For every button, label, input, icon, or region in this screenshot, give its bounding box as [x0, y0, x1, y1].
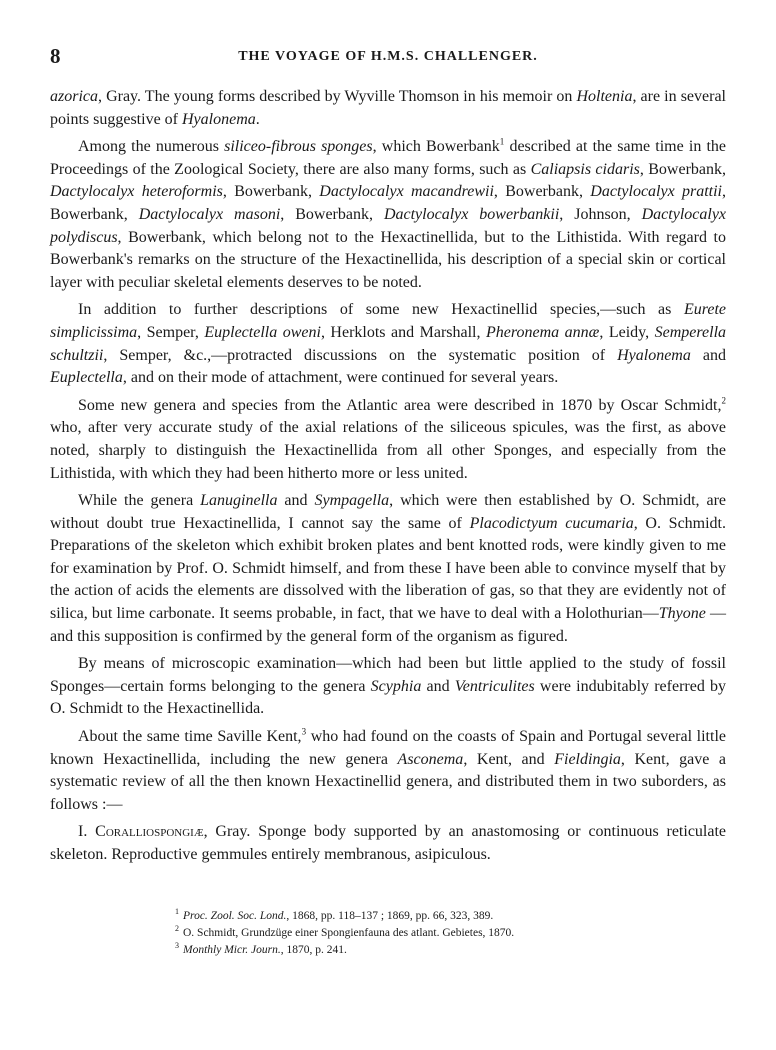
- text-run: described at the same time in the Proceedings of the Zoological Society, there are also many forms, such as: [50, 138, 727, 178]
- text-run: , Bowerbank,: [222, 183, 320, 201]
- taxon-name: Euplectella oweni: [204, 323, 321, 341]
- body-text: [50, 86, 726, 872]
- page-number: 8: [50, 44, 61, 68]
- text-run: , Bowerbank, which belong not to the Hexactinellida, but to the Lithistida. With regard to Bowerbank's remarks on the structure of the Hexactinellida, his description of a special skin or cortical layer with peculiar skeletal elements deserves to be noted.: [50, 228, 726, 291]
- footnote-ref-1: 1: [499, 136, 505, 147]
- text-run: , Bowerbank,: [280, 205, 384, 223]
- paragraph-8: [50, 821, 726, 866]
- text-run: and: [421, 677, 455, 695]
- footnote-mark: 2: [175, 924, 179, 934]
- paragraph-4: [50, 395, 726, 485]
- taxon-name: Dactylocalyx prattii: [590, 183, 723, 201]
- taxon-name: Dactylocalyx heteroformis: [50, 183, 223, 201]
- text-run: In addition to further descriptions of some new Hexactinellid species,—such as: [78, 301, 684, 319]
- text-run: , Johnson,: [559, 205, 642, 223]
- taxon-name: Lanuginella: [200, 492, 278, 510]
- paragraph-7: [50, 726, 726, 816]
- running-title: THE VOYAGE OF H.M.S. CHALLENGER.: [238, 49, 538, 64]
- taxon-name: Fieldingia: [554, 750, 621, 768]
- page-header: [50, 44, 726, 68]
- text-run: who had found on the coasts of Spain and Portugal several little known Hexactinellida, including the new genera: [50, 728, 726, 768]
- taxon-name: Scyphia: [370, 677, 422, 695]
- text-run: , Gray. The young forms described by Wyville Thomson in his memoir on: [98, 88, 577, 105]
- taxon-name: azorica: [50, 88, 98, 105]
- text-run: , are in several points suggestive of: [50, 88, 726, 128]
- text-run: , which were then established by O. Schmidt, are without doubt true Hexactinellida, I cannot say the same of: [50, 492, 727, 532]
- taxon-name: Semperella schultzii: [50, 323, 727, 364]
- paragraph-5: [50, 490, 726, 648]
- taxon-name: Euplectella: [50, 369, 123, 387]
- term-italic: siliceo-fibrous sponges: [224, 138, 373, 156]
- taxon-name: Asconema: [397, 750, 464, 768]
- text-run: Some new genera and species from the Atlantic area were described in 1870 by Oscar Schmidt,: [78, 396, 722, 414]
- text-run: , Gray. Sponge body supported by an anastomosing or continuous reticulate skeleton. Reproductive gemmules entirely membranous, asipiculous.: [50, 823, 727, 863]
- taxon-name: Dactylocalyx masoni: [138, 205, 281, 223]
- taxon-name: Dactylocalyx macandrewii: [319, 183, 494, 201]
- paragraph-6: [50, 653, 726, 721]
- taxon-name: Holtenia: [576, 88, 633, 105]
- text-run: , 1870, p. 241.: [280, 944, 347, 956]
- text-run: , Semper, &c.,—protracted discussions on the systematic position of: [103, 346, 618, 364]
- paragraph-3: [50, 299, 726, 389]
- text-run: , Bowerbank,: [493, 183, 591, 201]
- text-run: who, after very accurate study of the axial relations of the siliceous spicules, was the first, as above noted, sharply to distinguish the Hexactinellida from all other Sponges, and especially from the Lithistida, with which they had been hitherto more or less united.: [50, 419, 726, 482]
- footnote-3: [50, 942, 726, 959]
- taxon-name: Pheronema annæ: [486, 323, 600, 341]
- paragraph-2: [50, 136, 726, 294]
- text-run: , O. Schmidt. Preparations of the skeleton which exhibit broken plates and bent knotted rods, were kindly given to me for examination by Prof. O. Schmidt himself, and from these I have been able to convince myself that by the action of acids the elements are dissolved with the liberation of gas, so that they are evidently not of silica, but lime carbonate. It seems probable, in fact, that we have to deal with a Holothurian—: [50, 514, 726, 623]
- text-run: By means of microscopic examination—which had been but little applied to the study of fossil Sponges—certain forms belonging to the genera: [50, 655, 726, 695]
- text-run: About the same time Saville Kent,: [78, 728, 302, 746]
- footnotes: [50, 908, 726, 959]
- taxon-name: Eurete simplicissima: [50, 301, 726, 341]
- suborder-name: Coralliospongiæ: [95, 823, 204, 841]
- taxon-name: Ventriculites: [454, 677, 535, 695]
- text-run: , Kent, gave a systematic review of all the then known Hexactinellid genera, and distributed them in two suborders, as follows :—: [50, 750, 727, 813]
- text-run: and: [277, 492, 315, 510]
- footnote-ref-2: 2: [721, 395, 726, 406]
- text-run: , and on their mode of attachment, were continued for several years.: [122, 369, 559, 387]
- text-run: , which Bowerbank: [372, 138, 500, 156]
- text-run: were indubitably referred by O. Schmidt to the Hexactinellida.: [50, 677, 726, 718]
- text-run: , Semper,: [137, 323, 205, 341]
- taxon-name: Hyalonema: [617, 346, 691, 364]
- footnote-mark: 1: [175, 907, 179, 917]
- taxon-name: Sympagella: [314, 492, 390, 510]
- taxon-name: Thyone: [658, 605, 706, 623]
- text-run: —and this supposition is confirmed by the general form of the organism as figured.: [50, 605, 727, 645]
- citation-title: Proc. Zool. Soc. Lond.: [183, 910, 287, 922]
- taxon-name: Dactylocalyx polydiscus: [50, 205, 727, 246]
- taxon-name: Placodictyum cucumaria: [469, 514, 634, 532]
- text-run: Among the numerous: [78, 138, 225, 156]
- text-run: While the genera: [78, 492, 201, 510]
- footnote-2: [50, 925, 726, 942]
- text-run: , Leidy,: [599, 323, 655, 341]
- citation-title: Monthly Micr. Journ.: [183, 944, 281, 956]
- taxon-name: Hyalonema: [182, 110, 256, 128]
- text-run: , Kent, and: [463, 750, 555, 768]
- taxon-name: Dactylocalyx bowerbankii: [383, 205, 560, 223]
- footnote-1: [50, 908, 726, 925]
- footnote-mark: 3: [175, 941, 179, 951]
- paragraph-1: [50, 86, 726, 131]
- text-run: .: [255, 110, 260, 128]
- text-run: , Herklots and Marshall,: [320, 323, 487, 341]
- text-run: , Bowerbank,: [639, 160, 727, 178]
- text-run: O. Schmidt, Grundzüge einer Spongienfauna des atlant. Gebietes, 1870.: [183, 927, 515, 939]
- text-run: I.: [78, 823, 96, 841]
- footnote-ref-3: 3: [301, 726, 307, 737]
- taxon-name: Caliapsis cidaris: [530, 160, 640, 178]
- text-run: , Bowerbank,: [50, 183, 727, 223]
- text-run: and: [690, 346, 726, 364]
- text-run: , 1868, pp. 118–137 ; 1869, pp. 66, 323, 389.: [286, 910, 494, 922]
